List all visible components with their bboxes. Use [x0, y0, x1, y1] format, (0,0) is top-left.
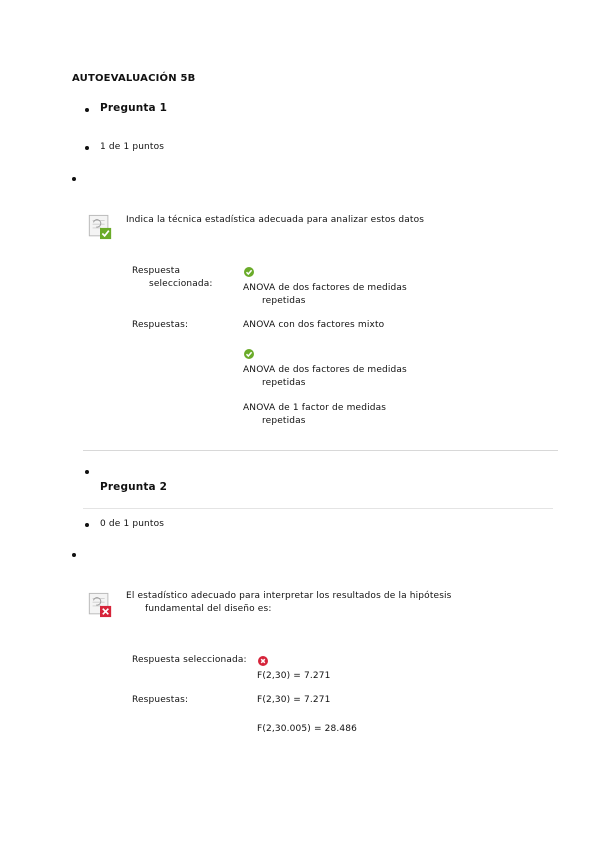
answer-option: ANOVA con dos factores mixto	[243, 320, 385, 330]
bullet	[85, 523, 89, 527]
question-1-points: 1 de 1 puntos	[100, 142, 165, 152]
bullet	[72, 553, 76, 557]
answer-option-cont: repetidas	[262, 416, 306, 426]
selected-answer: ANOVA de dos factores de medidas	[243, 283, 407, 293]
answer-option: F(2,30.005) = 28.486	[257, 724, 358, 734]
question-2-points: 0 de 1 puntos	[100, 519, 165, 529]
correct-check-icon	[244, 267, 254, 277]
answer-option: F(2,30) = 7.271	[257, 695, 331, 705]
bullet	[72, 177, 76, 181]
answer-option: ANOVA de dos factores de medidas	[243, 365, 407, 375]
selected-answer-label: seleccionada:	[149, 279, 213, 289]
page-title: AUTOEVALUACIÓN 5B	[72, 73, 196, 84]
bullet	[85, 108, 89, 112]
question-incorrect-icon	[87, 592, 113, 618]
answers-label: Respuestas:	[132, 320, 189, 330]
correct-check-icon	[244, 349, 254, 359]
bullet	[85, 470, 89, 474]
question-2-text: El estadístico adecuado para interpretar los resultados de la hipótesis	[126, 591, 452, 601]
question-1-title: Pregunta 1	[100, 102, 168, 114]
divider	[83, 450, 558, 451]
question-2-title: Pregunta 2	[100, 481, 168, 493]
answer-option: ANOVA de 1 factor de medidas	[243, 403, 387, 413]
answer-option-cont: repetidas	[262, 378, 306, 388]
selected-answer: F(2,30) = 7.271	[257, 671, 331, 681]
divider	[83, 508, 553, 509]
incorrect-cross-icon	[258, 656, 268, 666]
question-1-text: Indica la técnica estadística adecuada para analizar estos datos	[126, 215, 425, 225]
selected-answer-label: Respuesta	[132, 266, 181, 276]
question-2-text-cont: fundamental del diseño es:	[145, 604, 272, 614]
selected-answer-cont: repetidas	[262, 296, 306, 306]
question-correct-icon	[87, 214, 113, 240]
bullet	[85, 146, 89, 150]
selected-answer-label: Respuesta seleccionada:	[132, 655, 247, 665]
answers-label: Respuestas:	[132, 695, 189, 705]
